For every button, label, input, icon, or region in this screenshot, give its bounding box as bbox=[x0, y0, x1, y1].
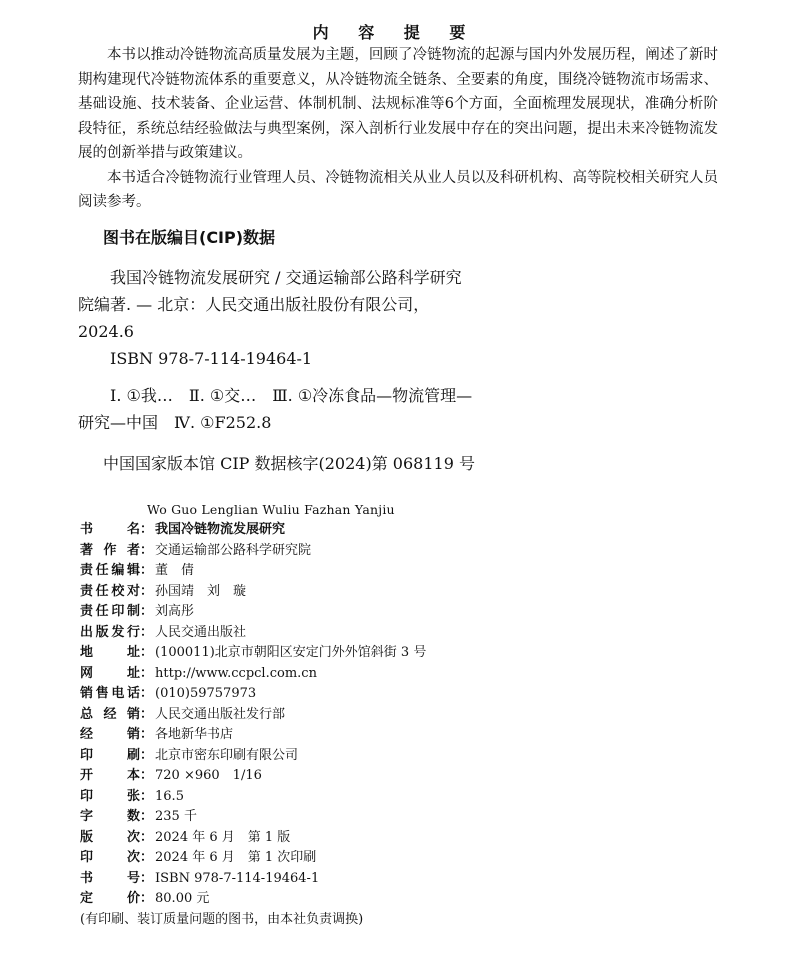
imprint-value: 刘高彤 bbox=[155, 604, 195, 619]
imprint-separator: ： bbox=[140, 727, 154, 742]
imprint-row bbox=[80, 623, 720, 644]
imprint-label: 印 刷 bbox=[80, 747, 140, 763]
imprint-row bbox=[80, 848, 720, 869]
imprint-separator: ： bbox=[140, 768, 154, 783]
cip-classification-1: Ⅰ. ①我… Ⅱ. ①交… Ⅲ. ①冷冻食品—物流管理— bbox=[110, 386, 473, 405]
imprint-row bbox=[80, 582, 720, 603]
imprint-row bbox=[80, 787, 720, 808]
imprint-separator: ： bbox=[140, 809, 154, 824]
summary-heading: 内 容 提 要 bbox=[312, 23, 478, 42]
imprint-label: 责 任 编 辑 bbox=[80, 563, 140, 578]
imprint-label: 开 本 bbox=[80, 768, 140, 783]
imprint-label: 定 价 bbox=[80, 891, 140, 906]
imprint-value: (100011)北京市朝阳区安定门外外馆斜街 3 号 bbox=[155, 645, 427, 660]
imprint-row bbox=[80, 561, 720, 582]
summary-paragraph-2: 本书适合冷链物流行业管理人员、冷链物流相关从业人员以及科研机构、高等院校相关研究人员阅读参考。 bbox=[78, 169, 718, 210]
imprint-separator: ： bbox=[140, 583, 154, 599]
imprint-info bbox=[80, 520, 720, 930]
cip-line-publisher: 院编著. — 北京：人民交通出版社股份有限公司， bbox=[78, 295, 430, 314]
imprint-separator: ： bbox=[140, 645, 154, 660]
imprint-label: 出 版 发 行 bbox=[80, 624, 140, 640]
summary-paragraph-1: 本书以推动冷链物流高质量发展为主题，回顾了冷链物流的起源与国内外发展历程，阐述了新时期构建现代冷链物流体系的重要意义，从冷链物流全链条、全要素的角度，围绕冷链物流市场需求、基础设施、技术装备、企业运营、体制机制、法规标准等6个方面，全面梳理发展现状，准确分析阶段特征，系统总结经验做法与典型案例，深入剖析行业发展中存在的突出问题，提出未来冷链物流发展的创新举措与政策建议。 bbox=[78, 47, 718, 161]
imprint-row bbox=[80, 725, 720, 746]
cip-line-date: 2024.6 bbox=[78, 322, 134, 341]
imprint-row bbox=[80, 889, 720, 910]
imprint-separator: ： bbox=[140, 542, 154, 558]
imprint-row bbox=[80, 828, 720, 849]
imprint-row bbox=[80, 520, 720, 541]
imprint-value: 2024 年 6 月 第 1 次印刷 bbox=[155, 850, 317, 865]
imprint-row bbox=[80, 705, 720, 726]
imprint-value: 720 ×960 1/16 bbox=[155, 768, 262, 783]
imprint-separator: ： bbox=[140, 706, 154, 722]
imprint-value: 人民交通出版社 bbox=[155, 624, 247, 640]
summary-text bbox=[78, 43, 718, 215]
imprint-separator: ： bbox=[140, 624, 154, 640]
imprint-separator: ： bbox=[140, 891, 154, 906]
imprint-row bbox=[80, 602, 720, 623]
imprint-row bbox=[80, 541, 720, 562]
imprint-value: 交通运输部公路科学研究院 bbox=[155, 542, 312, 558]
imprint-label: 责 任 印 制 bbox=[80, 604, 140, 619]
cip-isbn: ISBN 978-7-114-19464-1 bbox=[110, 349, 313, 368]
imprint-value: 孙国靖 刘 璇 bbox=[155, 583, 247, 599]
imprint-separator: ： bbox=[140, 665, 154, 681]
imprint-label: 责 任 校 对 bbox=[80, 583, 140, 599]
imprint-separator: ： bbox=[140, 829, 154, 845]
imprint-label: 总 经 销 bbox=[80, 706, 140, 722]
imprint-value: http://www.ccpcl.com.cn bbox=[155, 665, 317, 681]
imprint-label: 经 销 bbox=[80, 727, 140, 742]
imprint-label: 书 名 bbox=[80, 522, 140, 537]
imprint-separator: ： bbox=[140, 604, 154, 619]
imprint-value: 16.5 bbox=[155, 788, 184, 804]
imprint-row bbox=[80, 684, 720, 705]
imprint-separator: ： bbox=[140, 747, 154, 763]
imprint-value: 北京市密东印刷有限公司 bbox=[155, 747, 299, 763]
imprint-separator: ： bbox=[140, 563, 154, 578]
imprint-row bbox=[80, 746, 720, 767]
quality-note: (有印刷、装订质量问题的图书，由本社负责调换) bbox=[80, 911, 364, 927]
imprint-label: 印 张 bbox=[80, 788, 140, 804]
imprint-row bbox=[80, 643, 720, 664]
imprint-value: 董 倩 bbox=[155, 563, 195, 578]
imprint-value: 我国冷链物流发展研究 bbox=[155, 522, 286, 537]
imprint-row bbox=[80, 766, 720, 787]
imprint-value: ISBN 978-7-114-19464-1 bbox=[155, 870, 320, 886]
imprint-row bbox=[80, 807, 720, 828]
imprint-row bbox=[80, 869, 720, 890]
imprint-value: 235 千 bbox=[155, 809, 197, 824]
imprint-separator: ： bbox=[140, 850, 154, 865]
imprint-label: 字 数 bbox=[80, 809, 140, 824]
imprint-label: 地 址 bbox=[80, 645, 140, 660]
imprint-label: 著 作 者 bbox=[80, 542, 140, 558]
imprint-value: 2024 年 6 月 第 1 版 bbox=[155, 829, 291, 845]
imprint-label: 书 号 bbox=[80, 870, 140, 886]
imprint-label: 印 次 bbox=[80, 850, 140, 865]
cip-verification-number: 中国国家版本馆 CIP 数据核字(2024)第 068119 号 bbox=[103, 454, 475, 473]
cip-record bbox=[78, 264, 558, 436]
cip-line-title: 我国冷链物流发展研究 / 交通运输部公路科学研究 bbox=[110, 268, 462, 287]
cip-title: 图书在版编目(CIP)数据 bbox=[103, 228, 276, 247]
imprint-value: 人民交通出版社发行部 bbox=[155, 706, 286, 722]
imprint-row bbox=[80, 664, 720, 685]
cip-classification-2: 研究—中国 Ⅳ. ①F252.8 bbox=[78, 413, 272, 432]
imprint-label: 版 次 bbox=[80, 829, 140, 845]
romanized-title: Wo Guo Lenglian Wuliu Fazhan Yanjiu bbox=[147, 502, 395, 517]
imprint-separator: ： bbox=[140, 686, 154, 701]
imprint-value: (010)59757973 bbox=[155, 686, 257, 701]
imprint-separator: ： bbox=[140, 870, 154, 886]
imprint-separator: ： bbox=[140, 522, 154, 537]
imprint-label: 销 售 电 话 bbox=[80, 686, 140, 701]
imprint-separator: ： bbox=[140, 788, 154, 804]
imprint-value: 各地新华书店 bbox=[155, 727, 234, 742]
imprint-value: 80.00 元 bbox=[155, 891, 210, 906]
imprint-label: 网 址 bbox=[80, 665, 140, 681]
